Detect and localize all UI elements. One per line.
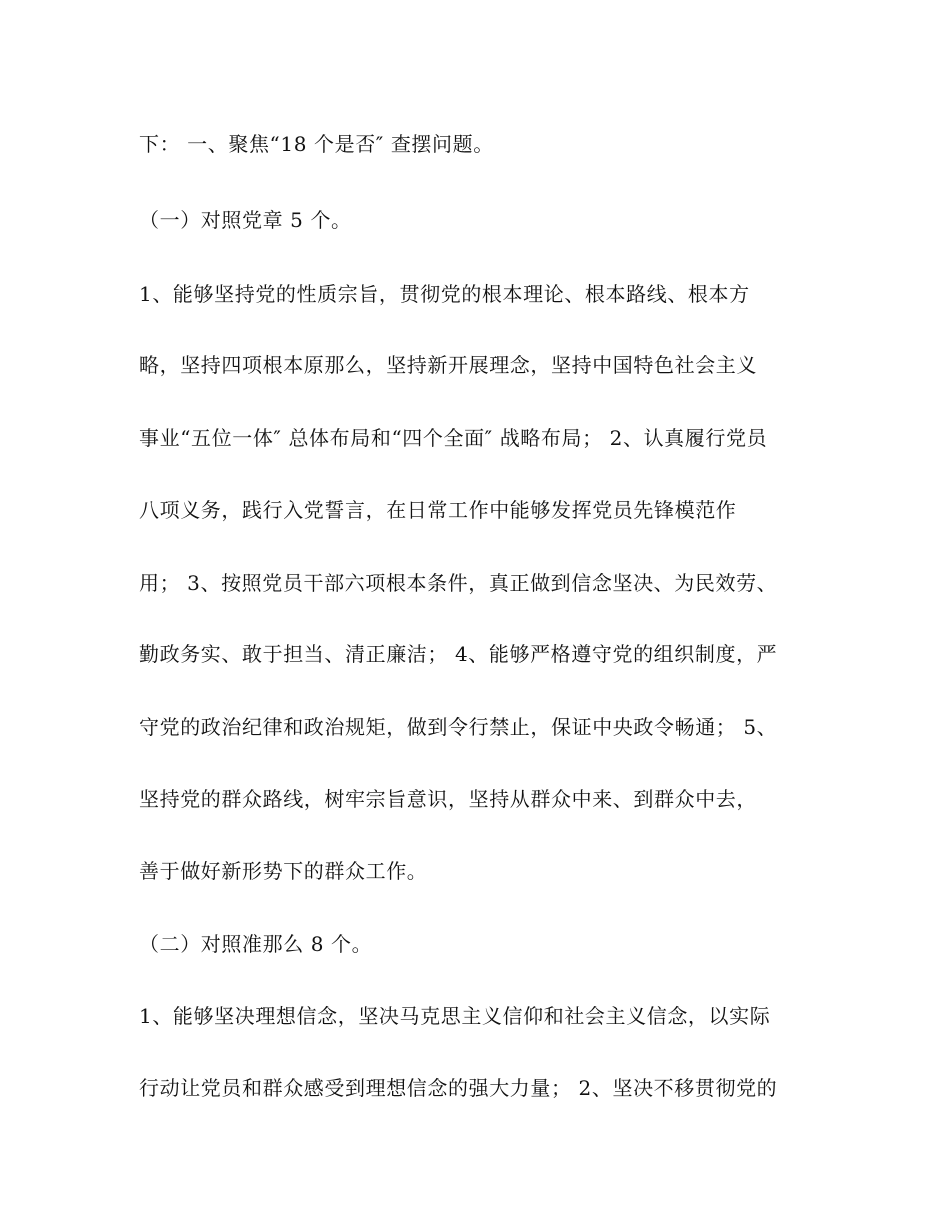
text-line: 坚持党的群众路线，树牢宗旨意识，坚持从群众中来、到群众中去， [139,787,757,811]
text-line: 事业“五位一体″ 总体布局和“四个全面″ 战略布局； 2、认真履行党员 [139,426,768,450]
text-line: 下： 一、聚焦“18 个是否″ 查摆问题。 [139,132,494,156]
text-line: 善于做好新形势下的群众工作。 [139,859,428,883]
section-heading: （一）对照党章 5 个。 [139,208,352,232]
text-line: 行动让党员和群众感受到理想信念的强大力量； 2、坚决不移贯彻党的 [139,1076,778,1100]
text-line: 1、能够坚持党的性质宗旨，贯彻党的根本理论、根本路线、根本方 [139,282,750,306]
text-line: 1、能够坚决理想信念，坚决马克思主义信仰和社会主义信念，以实际 [139,1004,771,1028]
text-line: 勤政务实、敢于担当、清正廉洁； 4、能够严格遵守党的组织制度，严 [139,642,778,666]
text-line: 用； 3、按照党员干部六项根本条件，真正做到信念坚决、为民效劳、 [139,571,778,595]
text-line: 八项义务，践行入党誓言，在日常工作中能够发挥党员先锋模范作 [139,498,737,522]
text-line: 守党的政治纪律和政治规矩，做到令行禁止，保证中央政令畅通； 5、 [139,715,778,739]
text-line: 略，坚持四项根本原那么，坚持新开展理念，坚持中国特色社会主义 [139,353,757,377]
section-heading: （二）对照准那么 8 个。 [139,932,373,956]
